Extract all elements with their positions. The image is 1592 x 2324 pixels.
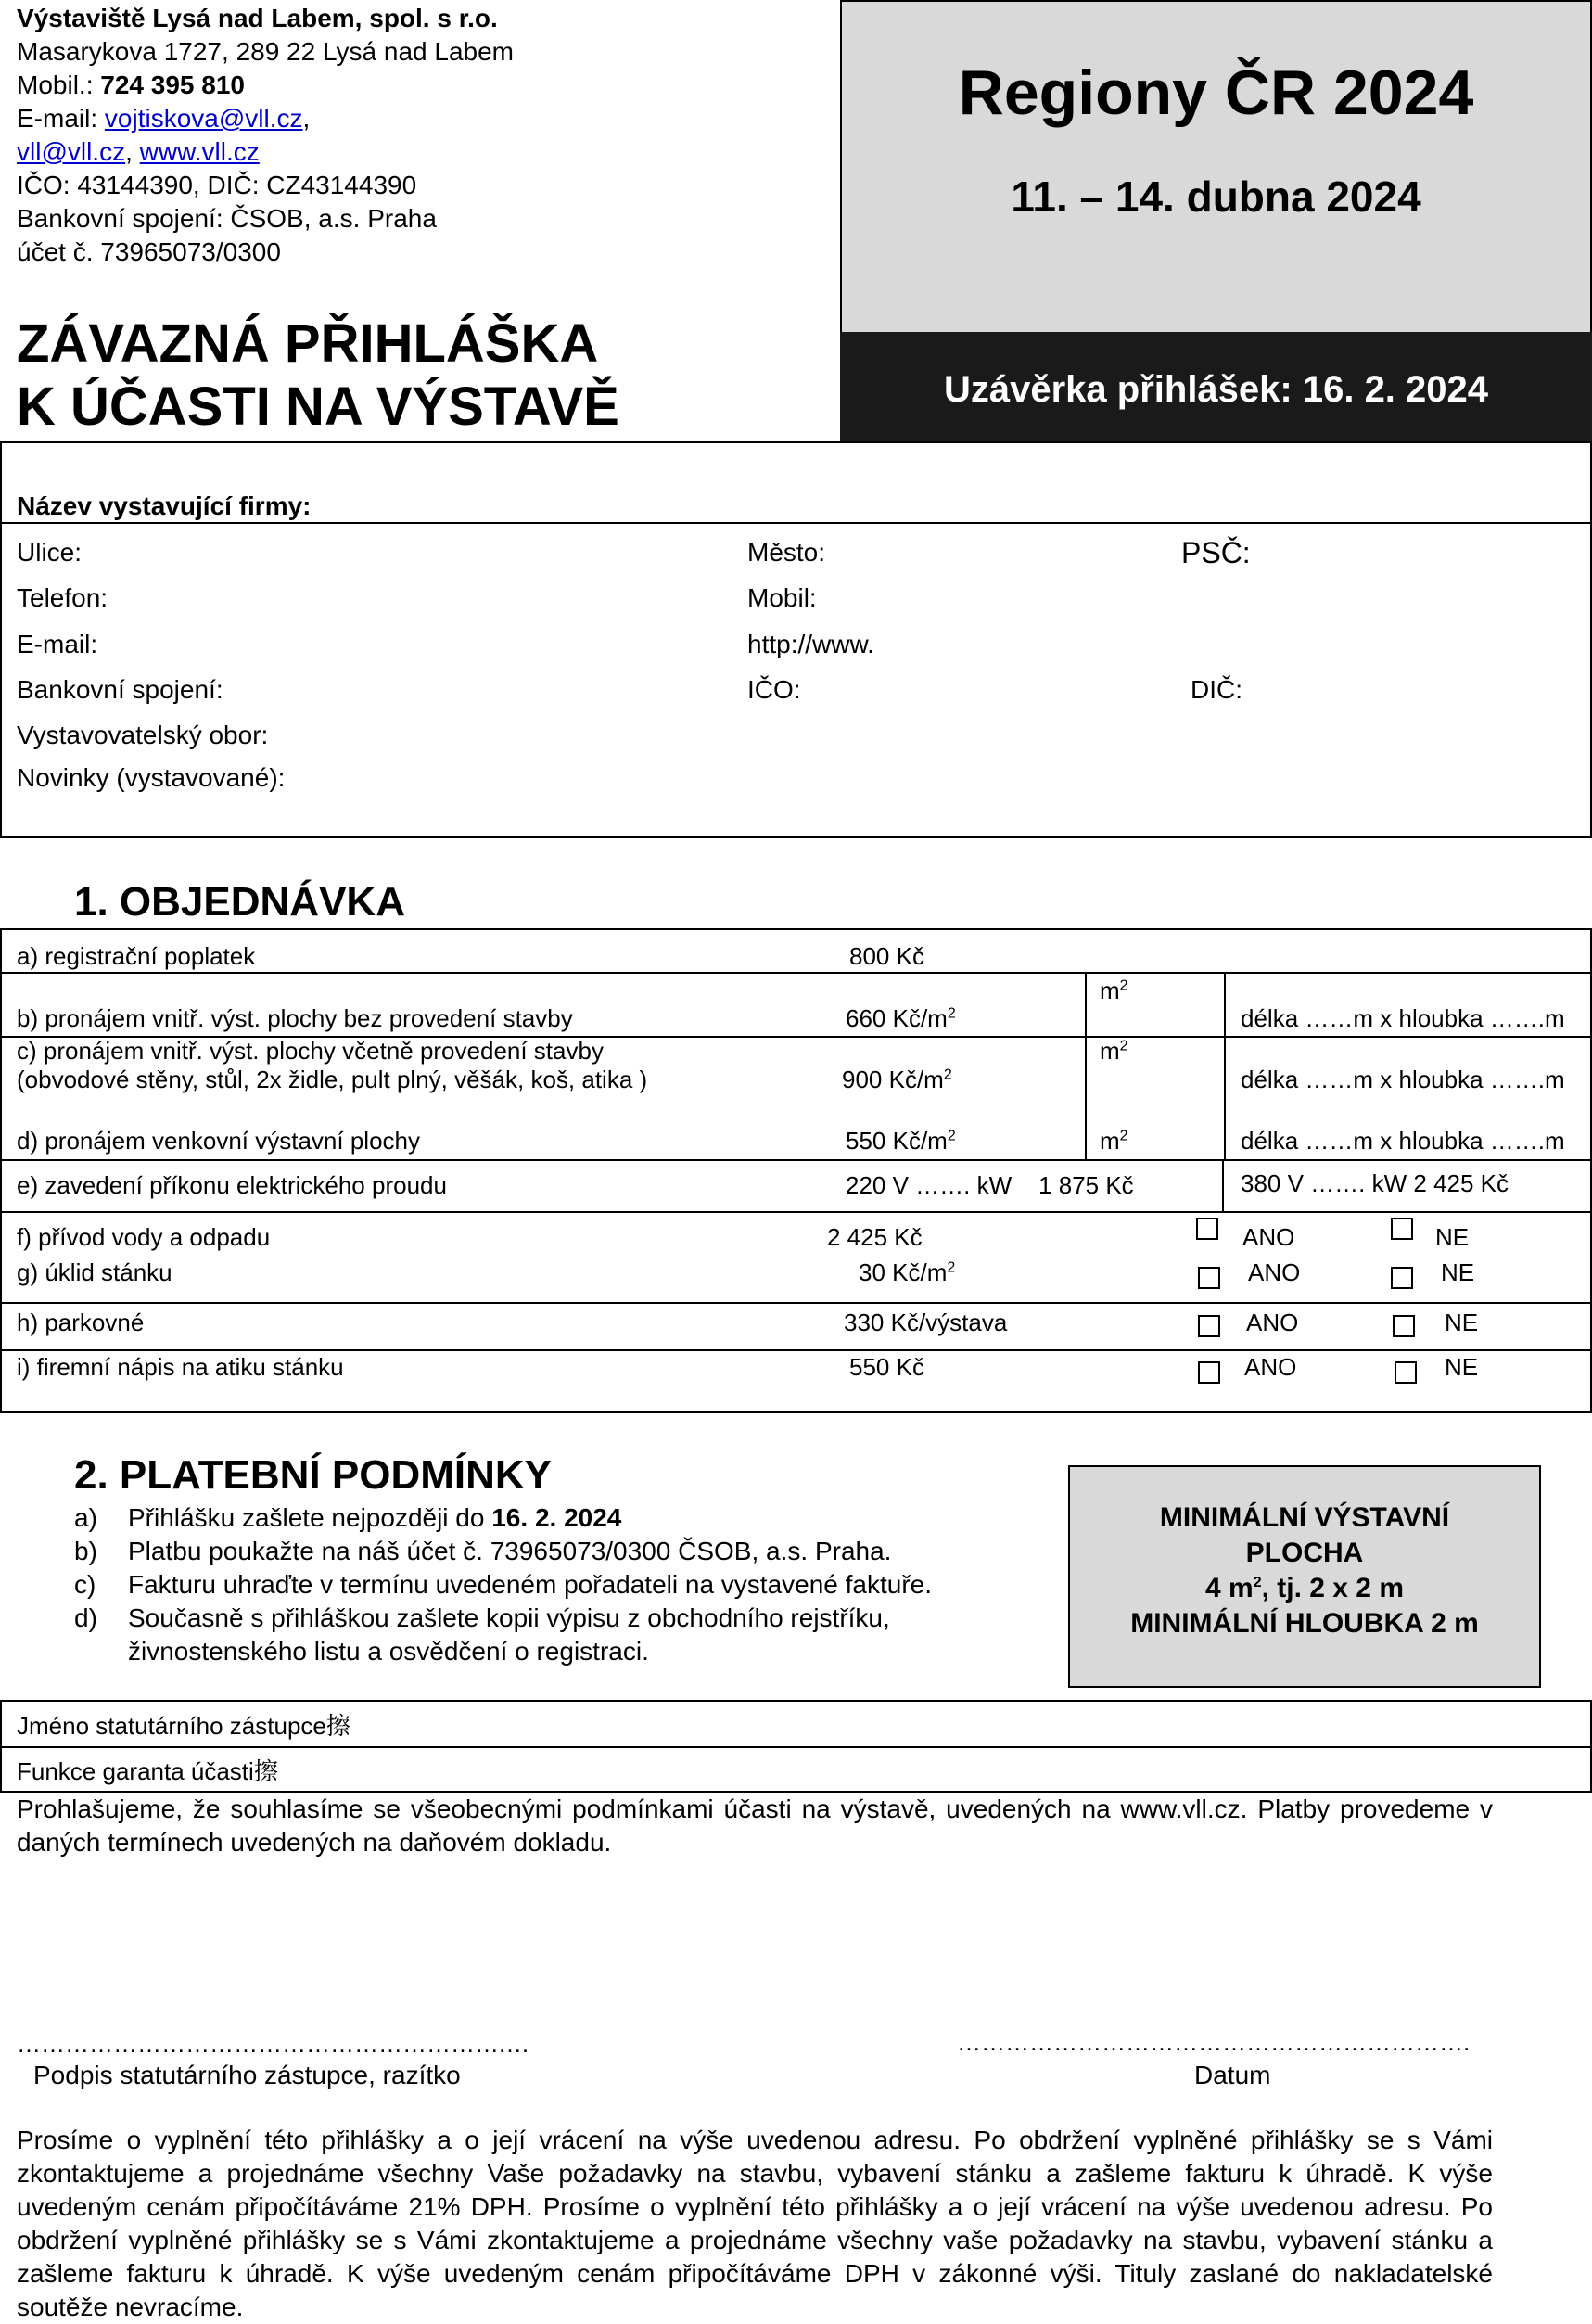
payment-item-b-marker: b) <box>74 1537 97 1565</box>
price: 550 Kč/m <box>846 1127 948 1155</box>
bank-label[interactable]: Bankovní spojení: <box>17 675 223 704</box>
organizer-bank: Bankovní spojení: ČSOB, a.s. Praha <box>17 204 437 233</box>
mobile-label[interactable]: Mobil: <box>747 583 817 612</box>
order-d-unit <box>1100 1126 1128 1156</box>
statutory-name-label: Jméno statutárního zástupce <box>17 1712 326 1740</box>
web-link[interactable]: www.vll.cz <box>139 137 260 166</box>
order-g-price <box>859 1258 955 1287</box>
order-d-dimensions[interactable]: délka ……m x hloubka …….m <box>1241 1127 1565 1155</box>
mobile-number: 724 395 810 <box>100 70 245 99</box>
signature-line[interactable]: …………………………………………………….… <box>17 2030 530 2058</box>
min-area-size: 4 m <box>1204 1573 1254 1603</box>
superscript-2: 2 <box>947 1128 956 1144</box>
order-h-no-checkbox[interactable] <box>1393 1315 1415 1337</box>
field-label[interactable]: Vystavovatelský obor: <box>17 721 269 749</box>
payment-item-b: Platbu poukažte na náš účet č. 73965073/0300 ČSOB, a.s. Praha. <box>128 1537 892 1565</box>
form-title-line-1: ZÁVAZNÁ PŘIHLÁŠKA <box>17 313 599 374</box>
ico-label[interactable]: IČO: <box>747 675 801 704</box>
order-heading: 1. OBJEDNÁVKA <box>74 879 405 925</box>
event-dates: 11. – 14. dubna 2024 <box>1011 172 1421 221</box>
order-f-no-label: NE <box>1435 1223 1470 1251</box>
footer-text: Prosíme o vyplnění této přihlášky a o její vrácení na výše uvedenou adresu. Po obdržení vyplněné přihlášky se s Vámi zkontaktujeme a projednáme všechny Vaše požadavky na stavbu, vybavení stánku a zašleme fakturu k úhradě. K výše uvedeným cenám připočítáváme 21% DPH. Prosíme o vyplnění této přihlášky a o její vrácení na výše uvedenou adresu. Po obdržení vyplněné přihlášky se s Vámi zkontaktujeme a projednáme všechny vaše požadavky na stavbu, vybavení stánku a zašleme fakturu k úhradě. K výše uvedeným cenám připočítáváme DPH v zákonné výši. Tituly zaslané do nakladatelské soutěže nevracíme. <box>17 2126 1493 2321</box>
order-e-option-220v[interactable]: 220 V ……. kW 1 875 Kč <box>846 1171 1134 1199</box>
guarantor-field[interactable] <box>17 1756 278 1787</box>
street-label[interactable]: Ulice: <box>17 538 83 567</box>
email-separator: , <box>302 104 311 133</box>
order-d-price <box>846 1126 956 1156</box>
zip-label[interactable]: PSČ: <box>1181 536 1251 569</box>
order-f-yes-checkbox[interactable] <box>1196 1218 1218 1240</box>
news-label[interactable]: Novinky (vystavované): <box>17 763 286 792</box>
form-title-line-2: K ÚČASTI NA VÝSTAVĚ <box>17 377 619 437</box>
divider <box>1085 972 1087 1159</box>
min-area-line-4: MINIMÁLNÍ HLOUBKA 2 m <box>1130 1608 1479 1639</box>
order-g-no-label: NE <box>1441 1258 1475 1286</box>
order-f-price: 2 425 Kč <box>827 1223 923 1251</box>
order-i-no-label: NE <box>1445 1353 1479 1381</box>
divider <box>0 1746 1592 1748</box>
organizer-name: Výstaviště Lysá nad Labem, spol. s r.o. <box>17 4 498 32</box>
order-h-no-label: NE <box>1445 1309 1479 1336</box>
web-label[interactable]: http://www. <box>747 630 874 658</box>
order-b-price <box>846 1003 956 1033</box>
order-h-yes-label: ANO <box>1246 1309 1299 1336</box>
order-g-yes-checkbox[interactable] <box>1198 1267 1220 1289</box>
min-area-line-2: PLOCHA <box>1245 1538 1364 1568</box>
order-c-unit <box>1100 1036 1128 1066</box>
order-b-dimensions[interactable]: délka ……m x hloubka …….m <box>1241 1004 1565 1032</box>
payment-deadline: 16. 2. 2024 <box>491 1503 622 1532</box>
email-label: E-mail: <box>17 104 105 133</box>
divider <box>1222 1159 1224 1211</box>
organizer-email <box>17 102 310 135</box>
payment-item-d: Současně s přihláškou zašlete kopii výpisu z obchodního rejstříku, <box>128 1603 890 1632</box>
email-link-2[interactable]: vll@vll.cz <box>17 137 126 166</box>
organizer-account: účet č. 73965073/0300 <box>17 237 281 266</box>
price: 900 Kč/m <box>842 1066 944 1093</box>
order-e-label: e) zavedení příkonu elektrického proudu <box>17 1171 447 1199</box>
price: 30 Kč/m <box>859 1258 948 1286</box>
order-i-price: 550 Kč <box>849 1353 924 1381</box>
order-a-price: 800 Kč <box>849 942 924 970</box>
declaration-text: Prohlašujeme, že souhlasíme se všeobecnými podmínkami účasti na výstavě, uvedených na www.vll.cz. Platby provedeme v daných termínech uvedených na daňovém dokladu. <box>17 1794 1493 1857</box>
stray-glyph: 擦 <box>325 1713 350 1741</box>
order-d-label: d) pronájem venkovní výstavní plochy <box>17 1127 420 1155</box>
order-a-label: a) registrační poplatek <box>17 942 256 970</box>
order-c-price <box>842 1065 952 1094</box>
order-i-label: i) firemní nápis na atiku stánku <box>17 1353 344 1381</box>
organizer-mobile <box>17 69 245 102</box>
order-h-yes-checkbox[interactable] <box>1198 1315 1220 1337</box>
payment-item-d-marker: d) <box>74 1603 97 1632</box>
payment-heading: 2. PLATEBNÍ PODMÍNKY <box>74 1452 553 1498</box>
divider <box>0 1700 2 1791</box>
order-c-dimensions[interactable]: délka ……m x hloubka …….m <box>1241 1066 1565 1093</box>
date-label: Datum <box>1194 2061 1271 2089</box>
order-i-yes-label: ANO <box>1244 1353 1297 1381</box>
stray-glyph: 擦 <box>253 1758 278 1786</box>
minimum-area-box <box>1068 1465 1541 1688</box>
order-i-yes-checkbox[interactable] <box>1198 1361 1220 1384</box>
min-area-dims: , tj. 2 x 2 m <box>1261 1573 1404 1603</box>
mobile-label: Mobil.: <box>17 70 101 99</box>
organizer-email-2 <box>17 135 260 169</box>
divider <box>0 972 1592 974</box>
organizer-address: Masarykova 1727, 289 22 Lysá nad Labem <box>17 37 514 66</box>
min-area-line-3 <box>1070 1571 1539 1606</box>
email-label[interactable]: E-mail: <box>17 630 98 658</box>
statutory-name-field[interactable] <box>17 1711 350 1742</box>
organizer-ico-dic: IČO: 43144390, DIČ: CZ43144390 <box>17 171 417 199</box>
event-box <box>840 0 1592 332</box>
order-b-unit <box>1100 976 1128 1005</box>
divider <box>0 1700 1592 1702</box>
superscript-2: 2 <box>1119 1128 1128 1144</box>
order-c-label-1: c) pronájem vnitř. výst. plochy včetně provedení stavby <box>17 1037 604 1065</box>
event-title: Regiony ČR 2024 <box>958 57 1474 128</box>
order-f-no-checkbox[interactable] <box>1391 1218 1413 1240</box>
payment-item-text: Přihlášku zašlete nejpozději do <box>128 1503 492 1532</box>
phone-label[interactable]: Telefon: <box>17 583 108 612</box>
unit-m: m <box>1100 977 1120 1004</box>
divider <box>1224 972 1226 1159</box>
order-e-option-380v[interactable]: 380 V ……. kW 2 425 Kč <box>1241 1169 1509 1197</box>
dic-label[interactable]: DIČ: <box>1191 675 1242 704</box>
price: 660 Kč/m <box>846 1004 948 1032</box>
order-g-label: g) úklid stánku <box>17 1258 172 1286</box>
order-f-label: f) přívod vody a odpadu <box>17 1223 271 1251</box>
signature-label: Podpis statutárního zástupce, razítko <box>33 2061 461 2089</box>
divider <box>0 1211 1592 1213</box>
superscript-2: 2 <box>1119 1038 1128 1054</box>
superscript-2: 2 <box>947 1005 956 1022</box>
order-h-label: h) parkovné <box>17 1309 145 1336</box>
superscript-2: 2 <box>943 1066 952 1083</box>
unit-m: m <box>1100 1127 1120 1155</box>
order-c-label-2: (obvodové stěny, stůl, 2x židle, pult plný, věšák, koš, atika ) <box>17 1066 648 1093</box>
payment-item-d-cont: živnostenského listu a osvědčení o registraci. <box>128 1637 649 1666</box>
date-line[interactable]: ………………………………………………………. <box>957 2028 1471 2056</box>
superscript-2: 2 <box>1253 1575 1262 1590</box>
order-h-price: 330 Kč/výstava <box>844 1309 1008 1336</box>
order-i-no-checkbox[interactable] <box>1395 1361 1417 1384</box>
order-g-yes-label: ANO <box>1248 1258 1301 1286</box>
divider <box>0 1159 1592 1161</box>
unit-m: m <box>1100 1037 1120 1065</box>
min-area-line-1: MINIMÁLNÍ VÝSTAVNÍ <box>1159 1502 1450 1533</box>
payment-item-c: Fakturu uhraďte v termínu uvedeném pořadateli na vystavené faktuře. <box>128 1570 933 1599</box>
guarantor-label: Funkce garanta účasti <box>17 1757 254 1785</box>
order-f-yes-label: ANO <box>1242 1223 1295 1251</box>
web-separator: , <box>125 137 140 166</box>
payment-item-c-marker: c) <box>74 1570 96 1599</box>
exhibitor-name-label[interactable]: Název vystavující firmy: <box>17 492 312 520</box>
city-label[interactable]: Město: <box>747 538 826 567</box>
deadline-banner <box>840 332 1592 441</box>
divider <box>0 1349 1592 1351</box>
order-b-label: b) pronájem vnitř. výst. plochy bez provedení stavby <box>17 1004 573 1032</box>
payment-item-a-marker: a) <box>74 1503 97 1532</box>
superscript-2: 2 <box>1119 977 1128 994</box>
order-g-no-checkbox[interactable] <box>1391 1267 1413 1289</box>
divider <box>0 1302 1592 1304</box>
payment-item-a <box>128 1501 621 1535</box>
superscript-2: 2 <box>947 1259 956 1276</box>
email-link-1[interactable]: vojtiskova@vll.cz <box>104 104 303 133</box>
deadline-text: Uzávěrka přihlášek: 16. 2. 2024 <box>943 369 1489 410</box>
